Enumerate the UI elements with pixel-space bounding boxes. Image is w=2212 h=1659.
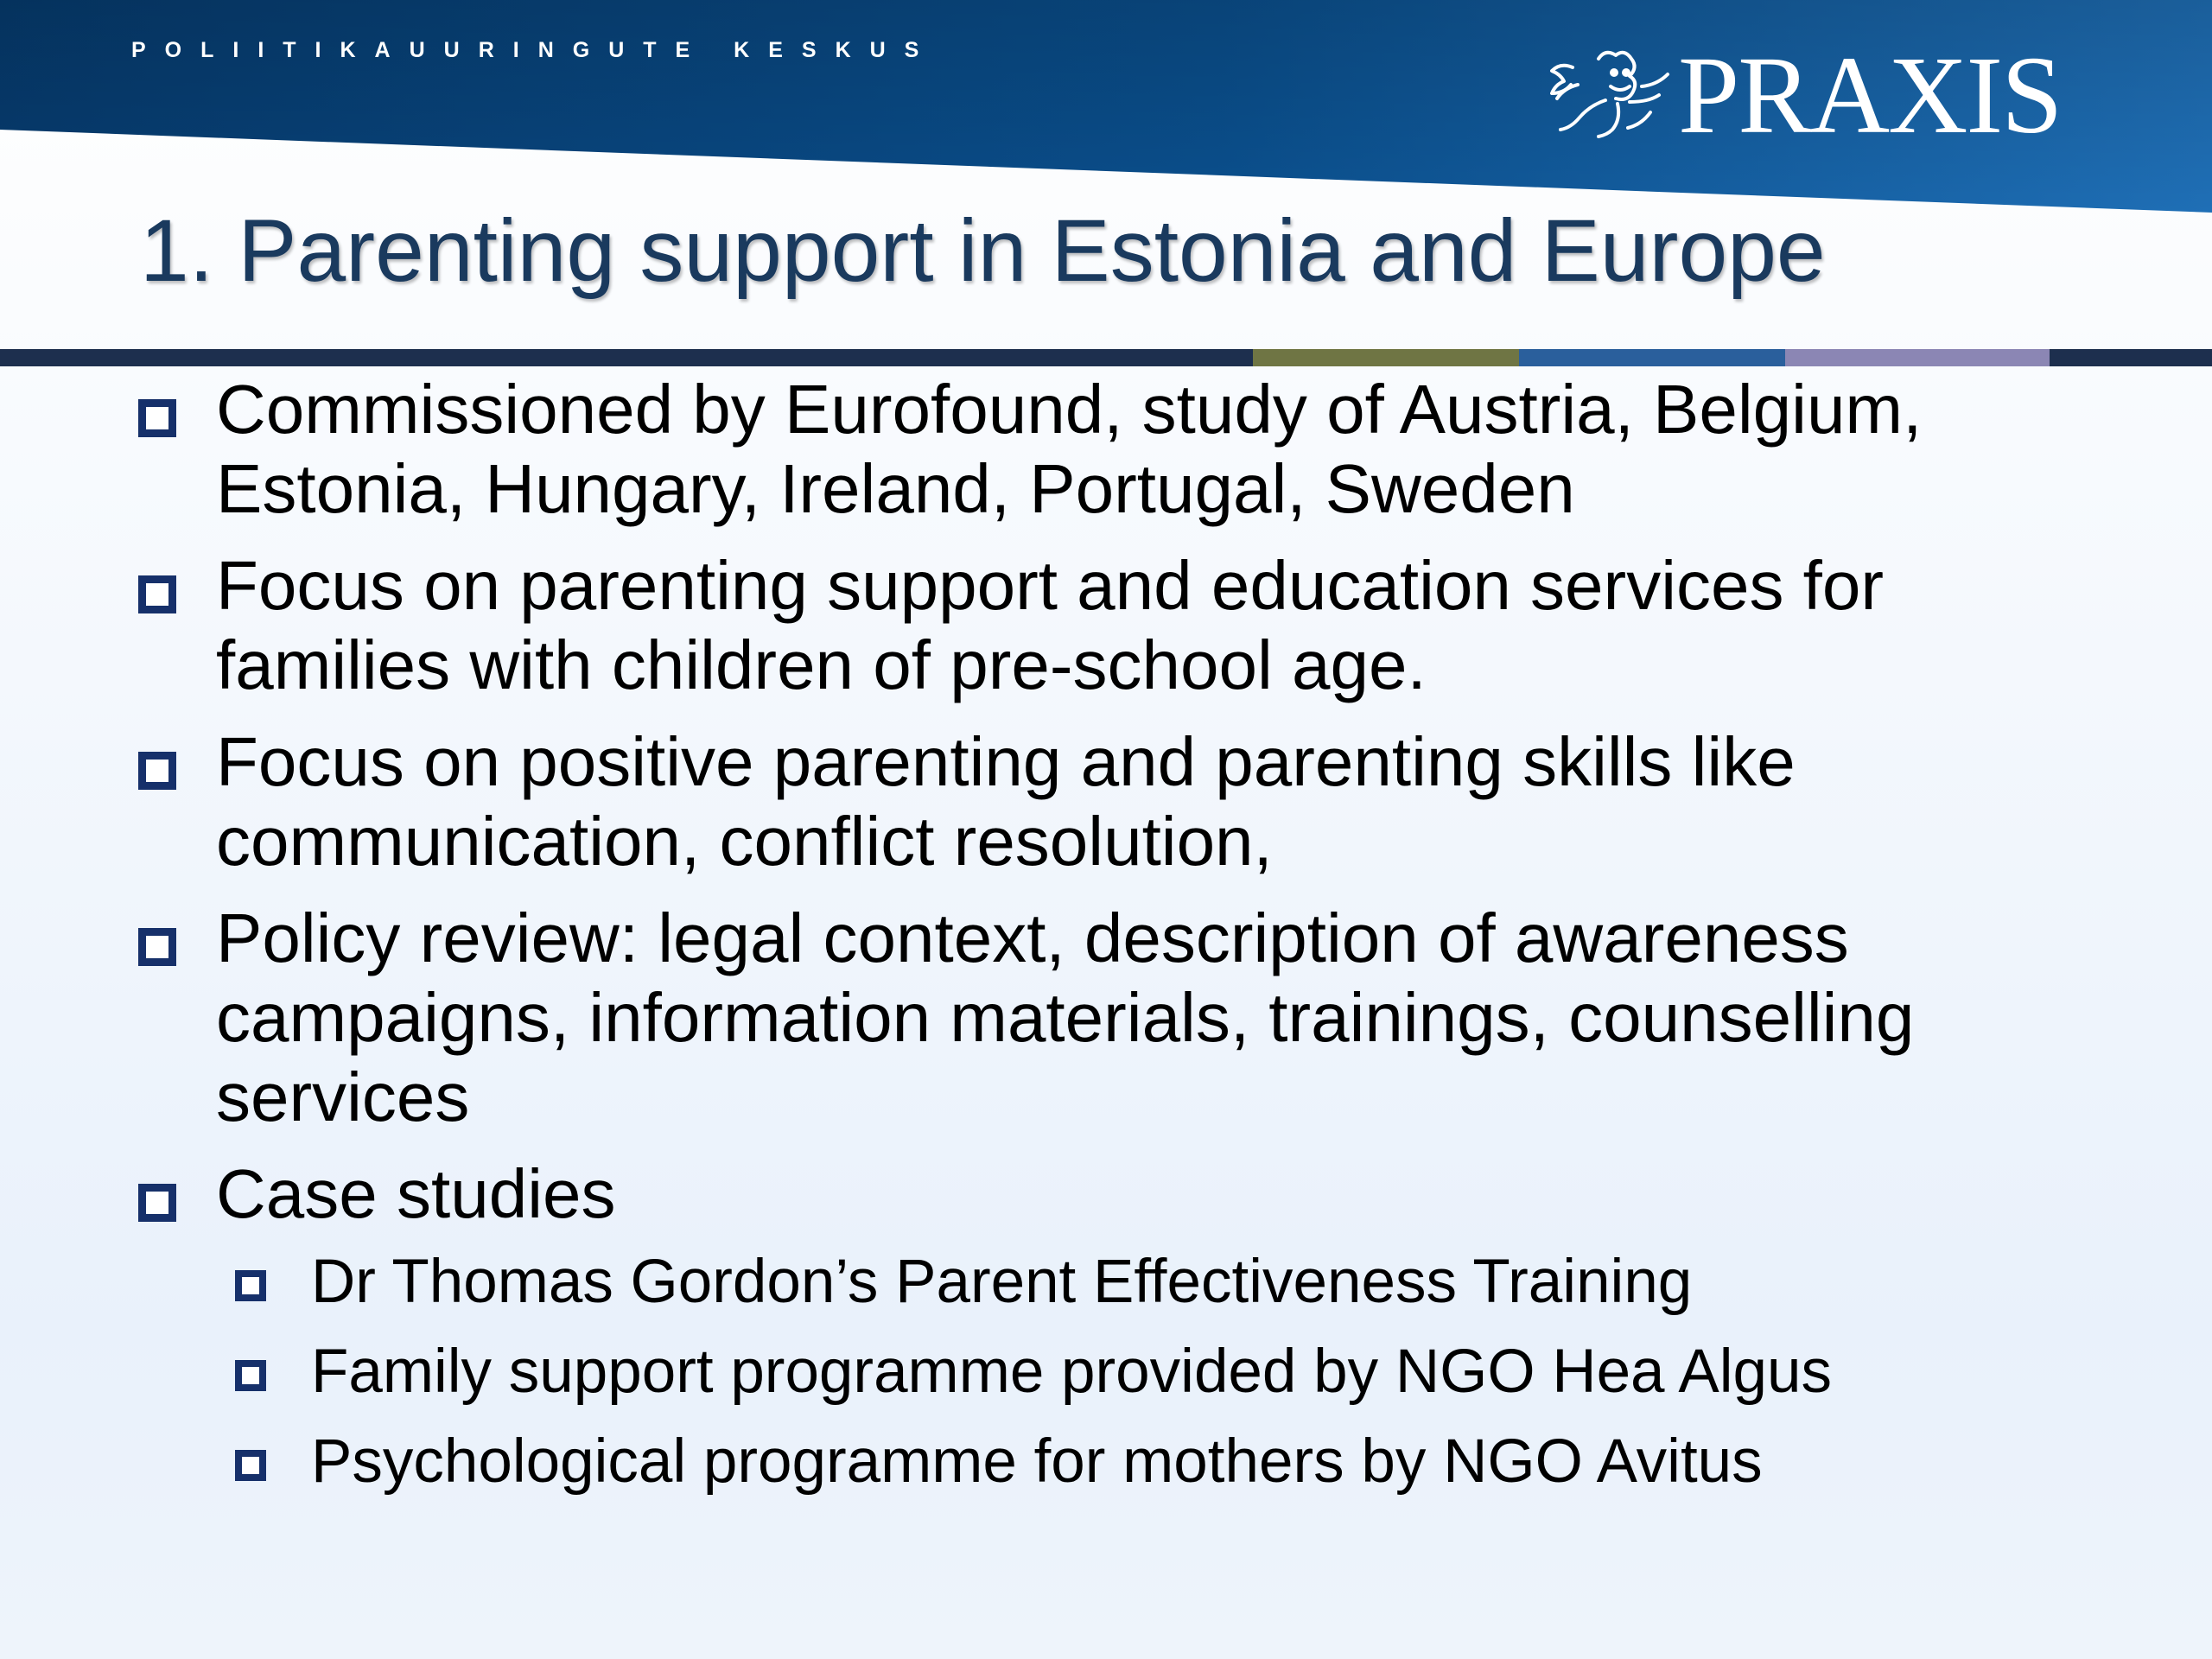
bullet-item (130, 899, 2117, 1137)
title-divider (0, 349, 2212, 366)
slide-content (130, 370, 2117, 1507)
square-bullet-icon (235, 1450, 266, 1481)
praxis-logo (1538, 33, 2062, 156)
divider-segment (2050, 349, 2212, 366)
sub-bullet-list (225, 1237, 2117, 1507)
square-bullet-icon (138, 1184, 176, 1222)
bullet-text: Commissioned by Eurofound, study of Austria, Belgium, Estonia, Hungary, Ireland, Portugal, Sweden (216, 371, 1923, 527)
square-bullet-icon (138, 928, 176, 966)
square-bullet-icon (138, 752, 176, 790)
slide-title: 1. Parenting support in Estonia and Europe (140, 201, 1826, 300)
square-bullet-icon (138, 399, 176, 437)
square-bullet-icon (235, 1270, 266, 1301)
bullet-text: Case studies (216, 1155, 616, 1232)
bullet-item (130, 722, 2117, 881)
sub-bullet-text: Family support programme provided by NGO Hea Algus (311, 1338, 1832, 1406)
bullet-text: Focus on positive parenting and parenting skills like communication, conflict resolution, (216, 723, 1796, 880)
logo-text: PRAXIS (1678, 33, 2062, 156)
divider-segment (1785, 349, 2050, 366)
sub-bullet-item (225, 1327, 2117, 1417)
heraldic-lion-icon (1538, 43, 1676, 147)
bullet-list (130, 370, 2117, 1507)
organization-name: POLIITIKAUURINGUTE KESKUS (131, 38, 938, 62)
sub-bullet-text: Dr Thomas Gordon’s Parent Effectiveness Training (311, 1248, 1693, 1316)
square-bullet-icon (235, 1360, 266, 1391)
sub-bullet-item (225, 1417, 2117, 1507)
sub-bullet-text: Psychological programme for mothers by NGO Avitus (311, 1427, 1763, 1496)
bullet-item (130, 546, 2117, 705)
bullet-item (130, 370, 2117, 529)
bullet-text: Policy review: legal context, description of awareness campaigns, information materials, trainings, counselling services (216, 899, 1915, 1135)
sub-bullet-item (225, 1237, 2117, 1327)
square-bullet-icon (138, 575, 176, 613)
bullet-item (130, 1154, 2117, 1507)
bullet-text: Focus on parenting support and education services for families with children of pre-school age. (216, 547, 1885, 703)
divider-segment (0, 349, 1253, 366)
divider-segment (1253, 349, 1519, 366)
divider-segment (1519, 349, 1785, 366)
